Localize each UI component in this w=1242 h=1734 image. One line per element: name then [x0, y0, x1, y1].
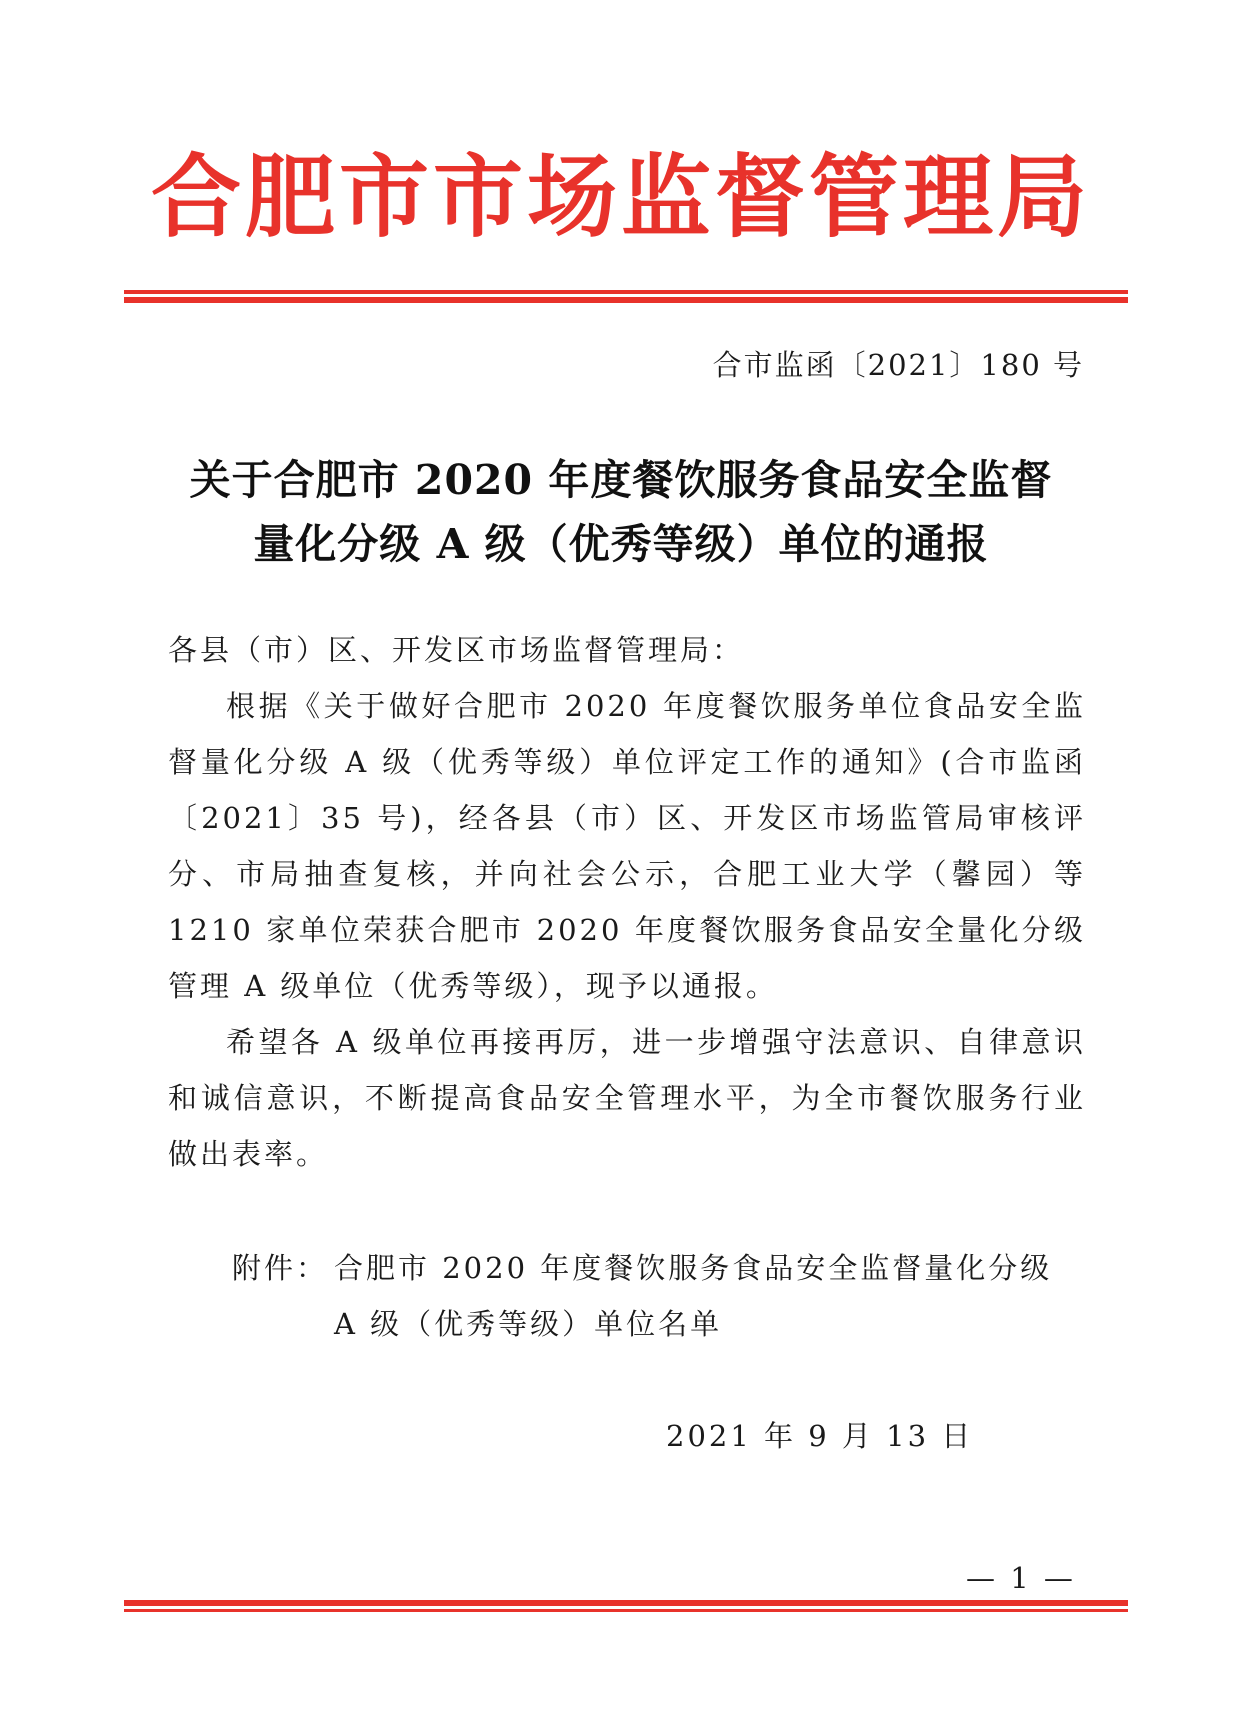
issue-date: 2021 年 9 月 13 日: [666, 1419, 974, 1453]
attachment-title-line-2: A 级（优秀等级）单位名单: [334, 1307, 723, 1341]
body-paragraph-1: 根据《关于做好合肥市 2020 年度餐饮服务单位食品安全监督量化分级 A 级（优秀等级）单位评定工作的通知》(合市监函〔2021〕35 号)，经各县（市）区、开发区市场监管局审核评分、市局抽查复核，并向社会公示，合肥工业大学（馨园）等 1210 家单位荣获合肥市 2020 年度餐饮服务食品安全量化分级管理 A 级单位（优秀等级），现予以通报。: [168, 689, 1086, 1003]
attachment-label: 附件：: [232, 1251, 329, 1285]
document-title: [0, 448, 1242, 576]
body-paragraph-2: 希望各 A 级单位再接再厉，进一步增强守法意识、自律意识和诚信意识，不断提高食品安全管理水平，为全市餐饮服务行业做出表率。: [168, 1025, 1086, 1171]
footer-rule-thick: [124, 1600, 1128, 1606]
attachment-title-line-1: 合肥市 2020 年度餐饮服务食品安全监督量化分级: [334, 1251, 1053, 1285]
header-rule-thick: [124, 297, 1128, 303]
page-number: — 1 —: [966, 1561, 1076, 1595]
header-rule-thin: [124, 290, 1128, 294]
agency-header-title: 合肥市市场监督管理局: [151, 145, 1091, 250]
title-line-2: 量化分级 A 级（优秀等级）单位的通报: [253, 520, 989, 568]
salutation: 各县（市）区、开发区市场监督管理局：: [168, 633, 745, 667]
footer-rule-thin: [124, 1609, 1128, 1612]
document-number: 合市监函〔2021〕180 号: [712, 348, 1084, 382]
title-line-1: 关于合肥市 2020 年度餐饮服务食品安全监督: [189, 456, 1053, 504]
